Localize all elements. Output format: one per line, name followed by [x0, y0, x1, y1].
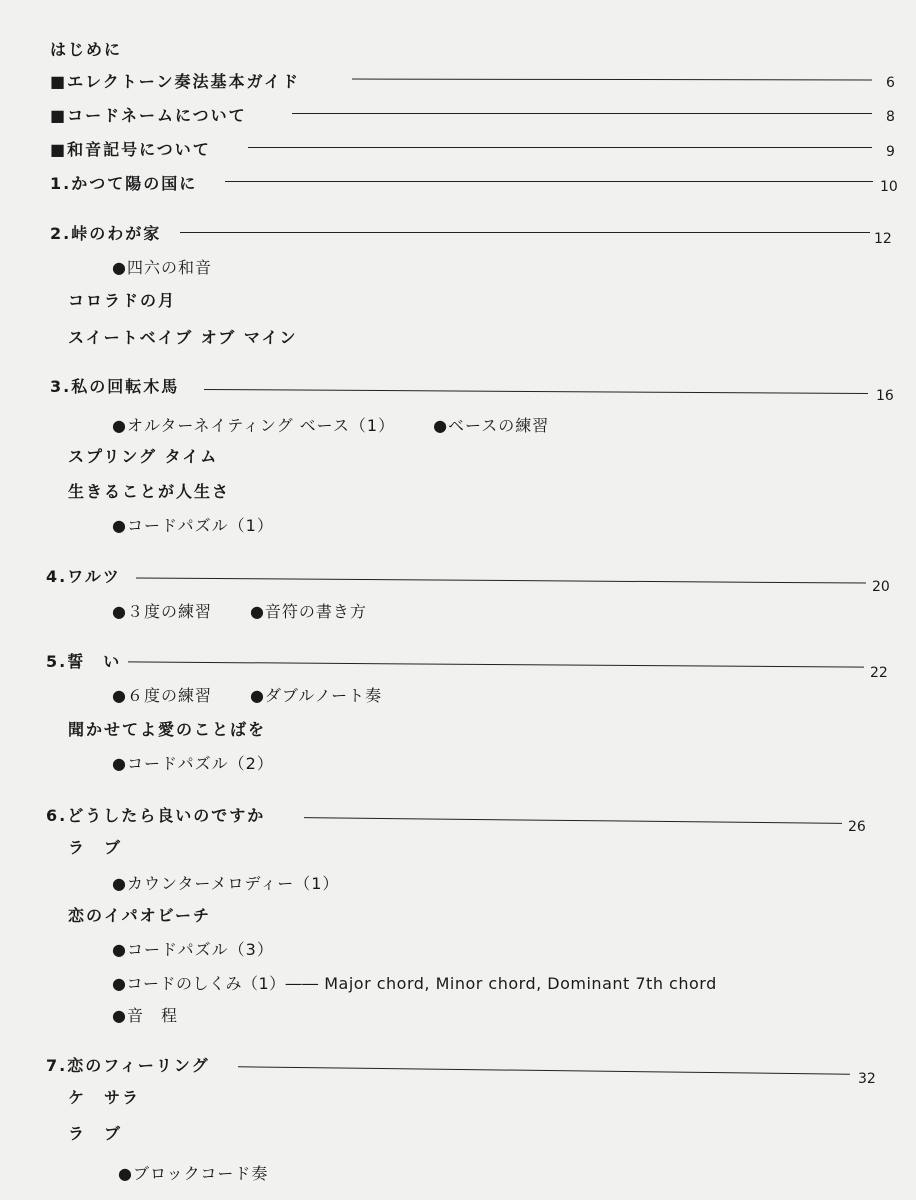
toc-subitem	[112, 686, 382, 706]
page-number: 20	[872, 579, 890, 595]
toc-subitem-text: ●音符の書き方	[249, 602, 367, 621]
toc-subitem: ●コードパズル（1）	[112, 516, 274, 535]
leader-line	[225, 181, 873, 182]
toc-section-3: 3.私の回転木馬	[50, 377, 180, 396]
page-number: 16	[876, 388, 894, 404]
toc-intro: はじめに	[50, 40, 123, 59]
leader-line	[128, 661, 864, 667]
toc-song-title: ケ サラ	[68, 1088, 141, 1107]
toc-song-title: スプリング タイム	[68, 447, 219, 466]
toc-subitem: ●ブロックコード奏	[118, 1164, 269, 1183]
toc-section-1: 1.かつて陽の国に	[50, 174, 198, 193]
toc-entry-chordname: ■コードネームについて	[50, 106, 247, 125]
toc-subitem: ●四六の和音	[112, 258, 212, 277]
leader-line	[352, 79, 872, 81]
toc-song-title: スイートベイブ オブ マイン	[68, 328, 298, 347]
page-number: 22	[870, 665, 888, 681]
toc-section-4: 4.ワルツ	[46, 567, 121, 586]
page-number: 26	[848, 819, 866, 835]
leader-line	[238, 1066, 850, 1074]
toc-subitem	[112, 416, 549, 436]
leader-line	[292, 113, 872, 114]
leader-line	[180, 232, 870, 233]
toc-song-title: ラ ブ	[68, 1124, 123, 1143]
toc-subitem: ●音 程	[112, 1006, 178, 1025]
page-number: 8	[886, 109, 895, 125]
leader-line	[204, 389, 868, 394]
toc-section-7: 7.恋のフィーリング	[46, 1056, 210, 1075]
toc-song-title: 聞かせてよ愛のことばを	[68, 720, 267, 739]
toc-subitem-text: ●６度の練習	[112, 686, 212, 705]
leader-line	[304, 817, 842, 824]
toc-section-5: 5.誓 い	[46, 652, 122, 671]
page-number: 10	[880, 179, 898, 195]
toc-subitem: ●コードのしくみ（1）―― Major chord, Minor chord, Dominant 7th chord	[112, 974, 717, 993]
toc-subitem-text: ●ベースの練習	[433, 416, 550, 435]
leader-line	[248, 147, 872, 148]
page-number: 9	[886, 144, 895, 160]
page-number: 32	[858, 1071, 876, 1087]
toc-subitem: ●コードパズル（2）	[112, 754, 274, 773]
leader-line	[136, 577, 866, 583]
toc-song-title: ラ ブ	[68, 838, 123, 857]
page-number: 12	[874, 231, 892, 247]
toc-section-6: 6.どうしたら良いのですか	[46, 806, 266, 825]
toc-entry-symbols: ■和音記号について	[50, 140, 211, 159]
toc-subitem: ●コードパズル（3）	[112, 940, 274, 959]
toc-song-title: 生きることが人生さ	[68, 482, 231, 501]
toc-section-2: 2.峠のわが家	[50, 224, 162, 243]
toc-song-title: 恋のイパオビーチ	[68, 906, 212, 925]
page-number: 6	[886, 75, 895, 91]
toc-song-title: コロラドの月	[68, 291, 177, 310]
toc-subitem-text: ●オルターネイティング ベース（1）	[112, 416, 396, 435]
toc-subitem: ●カウンターメロディー（1）	[112, 874, 340, 893]
toc-subitem	[112, 602, 367, 622]
toc-entry-guide: ■エレクトーン奏法基本ガイド	[50, 72, 300, 91]
toc-subitem-text: ●ダブルノート奏	[249, 686, 383, 705]
toc-subitem-text: ●３度の練習	[112, 602, 212, 621]
